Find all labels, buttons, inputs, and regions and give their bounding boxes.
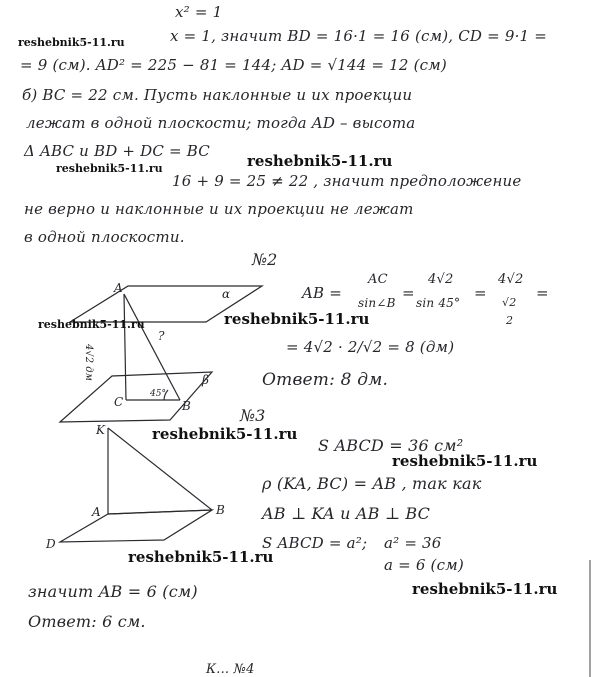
label-k: K [96, 423, 105, 437]
segment-ab [124, 294, 180, 400]
p3-rho: ρ (KA, BC) = AB , так как [262, 474, 482, 493]
watermark: reshebnik5-11.ru [412, 580, 558, 598]
p3-square: S ABCD = a²; [262, 534, 368, 552]
p2-frac2-den: sin 45° [416, 296, 461, 310]
p3-perp: AB ⊥ KA и AB ⊥ BC [262, 504, 431, 523]
p2-ab-equals: AB = [302, 284, 342, 302]
line-bd-cd: x = 1, значит BD = 16·1 = 16 (см), CD = 9·1 = [170, 27, 548, 45]
label-a: A [114, 281, 123, 295]
p3-answer: Ответ: 6 см. [28, 612, 146, 631]
label-beta: β [202, 373, 209, 387]
label-alpha: α [222, 287, 231, 301]
watermark: reshebnik5-11.ru [128, 548, 274, 566]
problem-2-number: №2 [252, 250, 278, 269]
p3-area: S ABCD = 36 см² [318, 436, 464, 455]
label-b: B [182, 399, 191, 413]
line-same-plane: лежат в одной плоскости; тогда AD – высота [26, 114, 416, 132]
line-not-true: не верно и наклонные и их проекции не лежат [24, 200, 414, 218]
line-x-squared: x² = 1 [175, 3, 223, 21]
p2-eq1: = [402, 284, 415, 302]
p2-line2: = 4√2 · 2/√2 = 8 (дм) [286, 338, 455, 356]
p2-frac3-den-num: √2 [502, 296, 517, 309]
p2-frac1-num: AC [368, 272, 388, 287]
label-c: C [114, 395, 124, 409]
label-a-p3: A [92, 505, 101, 519]
p2-frac1-den: sin∠B [358, 296, 396, 310]
square-abcd [60, 510, 212, 542]
watermark: reshebnik5-11.ru [18, 36, 125, 49]
watermark: reshebnik5-11.ru [152, 425, 298, 443]
label-question: ? [158, 329, 165, 343]
plane-beta [60, 372, 212, 422]
line-sum-check: 16 + 9 = 25 ≠ 22 , значит предположение [172, 172, 522, 190]
label-d-p3: D [46, 537, 56, 551]
p3-then: значит AB = 6 (см) [28, 582, 198, 601]
label-angle: 45° [150, 389, 166, 399]
label-b-p3: B [216, 503, 225, 517]
p2-answer: Ответ: 8 дм. [262, 370, 389, 390]
label-side: 4√2 дм [83, 344, 94, 381]
watermark: reshebnik5-11.ru [224, 310, 370, 328]
p3-cut-text: К... №4 [206, 662, 255, 677]
line-one-plane: в одной плоскости. [24, 228, 185, 246]
problem-3-number: №3 [240, 406, 266, 425]
watermark: reshebnik5-11.ru [392, 452, 538, 470]
p2-eq2: = [474, 284, 487, 302]
p2-frac2-num: 4√2 [428, 272, 454, 287]
segment-ac [124, 294, 126, 400]
watermark: reshebnik5-11.ru [247, 152, 393, 170]
p3-figure [60, 428, 212, 542]
line-triangle: Δ ABC и BD + DC = BC [24, 142, 210, 160]
line-ad: = 9 (см). AD² = 225 − 81 = 144; AD = √144 = 12 (см) [20, 56, 447, 74]
segment-ab-p3 [108, 510, 212, 514]
watermark: reshebnik5-11.ru [56, 162, 163, 175]
p3-a-squared: a² = 36 [384, 534, 442, 552]
p3-a: a = 6 (см) [384, 556, 464, 574]
p2-frac3-num: 4√2 [498, 272, 524, 287]
watermark: reshebnik5-11.ru [38, 318, 145, 331]
p2-frac3-den-den: 2 [506, 314, 514, 327]
p2-eq3: = [536, 284, 549, 302]
line-part-b: б) BC = 22 см. Пусть наклонные и их проекции [22, 86, 413, 104]
